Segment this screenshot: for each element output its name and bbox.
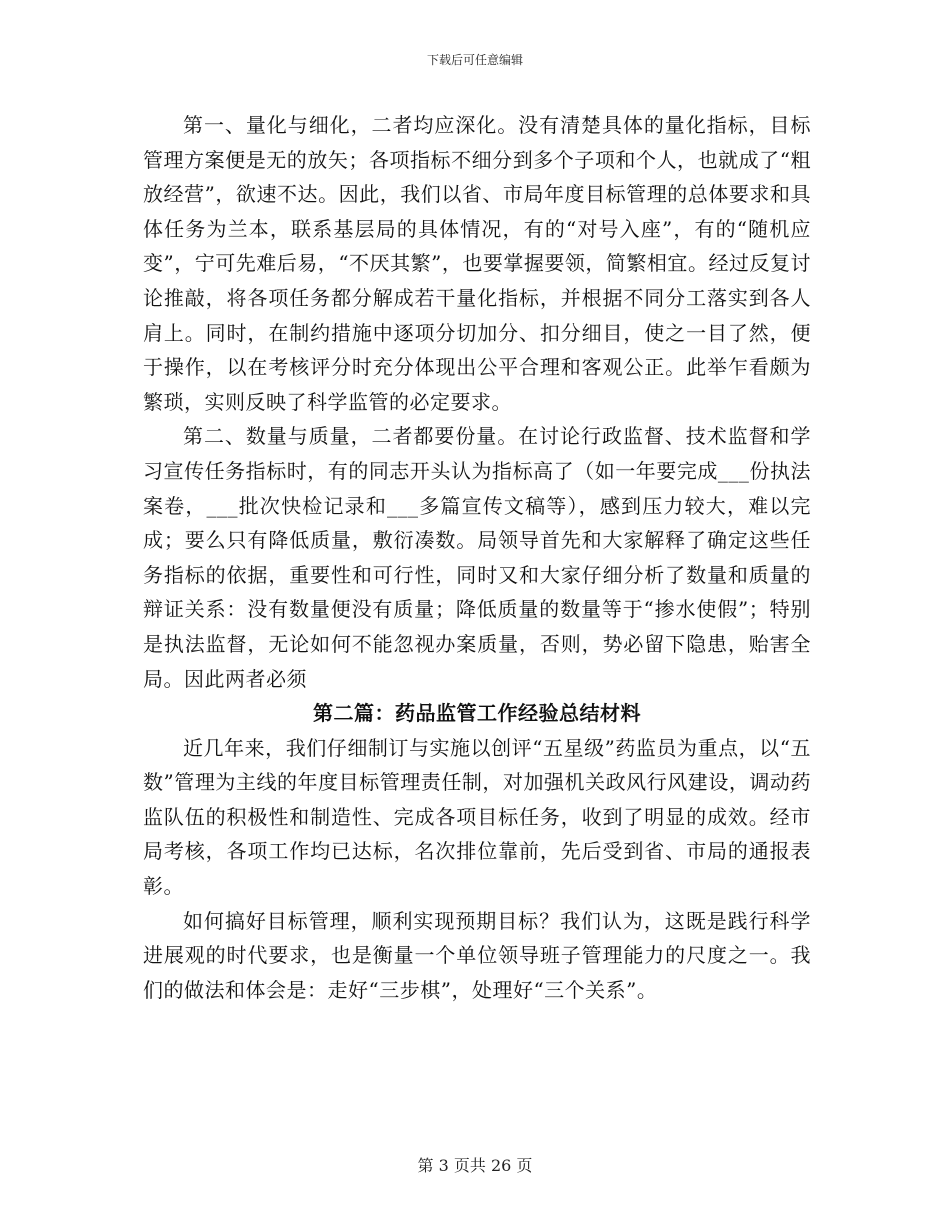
page-number: 第 3 页共 26 页	[417, 1156, 533, 1175]
paragraph-intro: 近几年来，我们仔细制订与实施以创评“五星级”药监员为重点，以“五数”管理为主线的年度目标管理责任制，对加强机关政风行风建设，调动药监队伍的积极性和制造性、完成各项目标任务，收到了明显的成效。经市局考核，各项工作均已达标，名次排位靠前，先后受到省、市局的通报表彰。	[143, 735, 811, 899]
paragraph-quantity-quality: 第二、数量与质量，二者都要份量。在讨论行政监督、技术监督和学习宣传任务指标时，有的同志开头认为指标高了（如一年要完成___份执法案卷，___批次快检记录和___多篇宣传文稿等），感到压力较大，难以完成；要么只有降低质量，敷衍凑数。局领导首先和大家解释了确定这些任务指标的依据，重要性和可行性，同时又和大家仔细分析了数量和质量的辩证关系：没有数量便没有质量；降低质量的数量等于“掺水使假”；特别是执法监督，无论如何不能忽视办案质量，否则，势必留下隐患，贻害全局。因此两者必须	[143, 424, 811, 691]
paragraph-approach: 如何搞好目标管理，顺利实现预期目标？我们认为，这既是践行科学进展观的时代要求，也是衡量一个单位领导班子管理能力的尺度之一。我们的做法和体会是：走好“三步棋”，处理好“三个关系”。	[143, 908, 811, 1002]
document-body	[143, 108, 811, 1007]
section-title: 第二篇：药品监管工作经验总结材料	[313, 701, 641, 726]
paragraph-quantity-detail: 第一、量化与细化，二者均应深化。没有清楚具体的量化指标，目标管理方案便是无的放矢；各项指标不细分到多个子项和个人，也就成了“粗放经营”，欲速不达。因此，我们以省、市局年度目标管理的总体要求和具体任务为兰本，联系基层局的具体情况，有的“对号入座”，有的“随机应变”，宁可先难后易，“不厌其繁”，也要掌握要领，简繁相宜。经过反复讨论推敲，将各项任务都分解成若干量化指标，并根据不同分工落实到各人肩上。同时，在制约措施中逐项分切加分、扣分细目，使之一目了然，便于操作，以在考核评分时充分体现出公平合理和客观公正。此举乍看颇为繁琐，实则反映了科学监管的必定要求。	[143, 113, 811, 414]
page-header: 下载后可任意编辑	[426, 53, 523, 67]
